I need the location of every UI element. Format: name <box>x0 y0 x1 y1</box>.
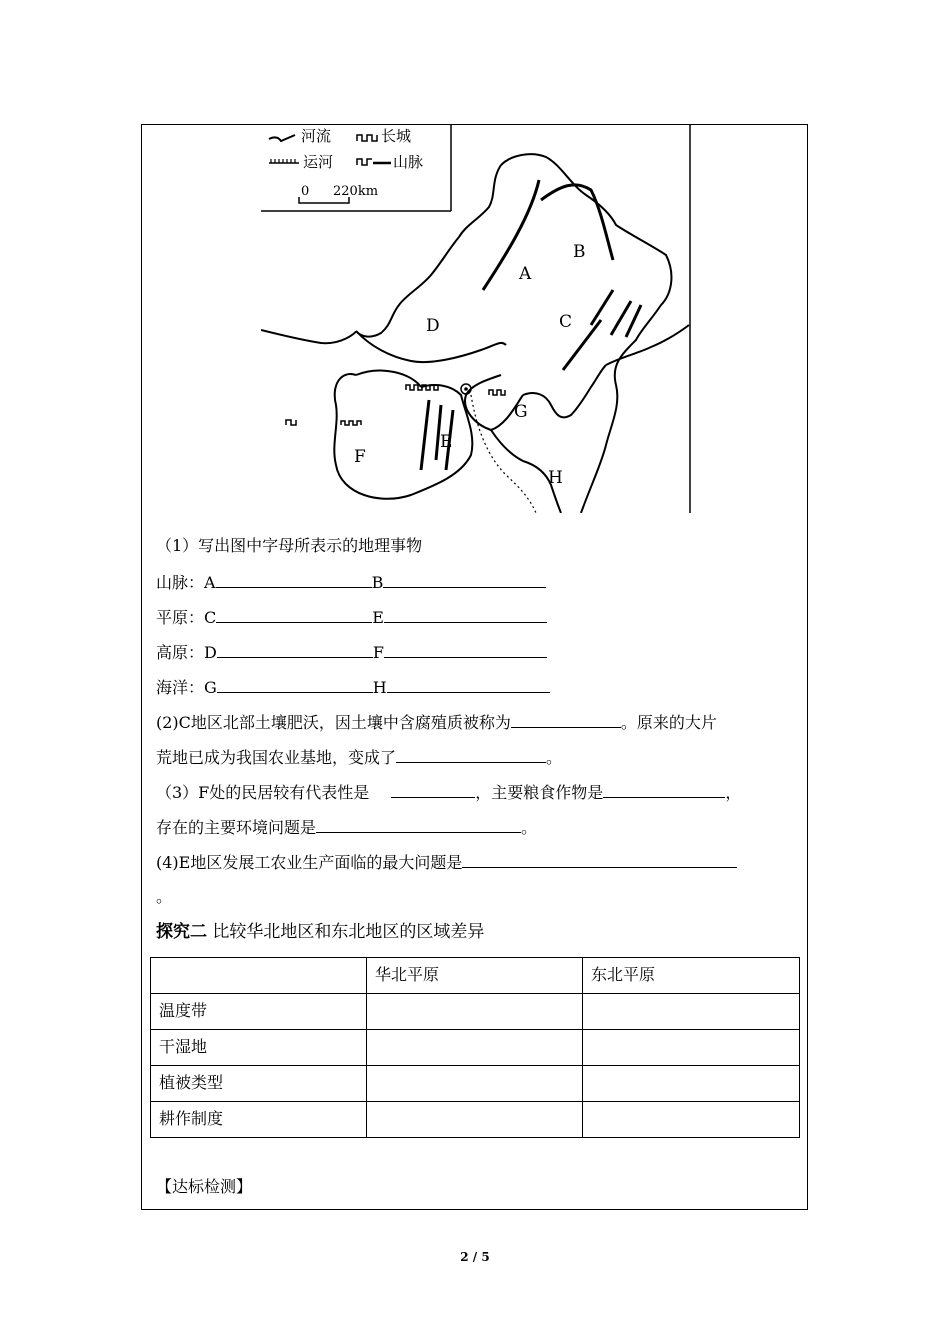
northeast-china-map <box>261 125 691 513</box>
q4-line2: 。 <box>156 887 173 906</box>
q3-line2: 存在的主要环境问题是 。 <box>156 818 538 837</box>
row-label: 温度带 <box>151 994 367 1030</box>
label-B: B <box>573 242 586 262</box>
row-label: 耕作制度 <box>151 1102 367 1138</box>
scale-value: 220km <box>333 184 379 199</box>
answer-blank-q2b[interactable] <box>396 746 546 763</box>
q3-line1: （3）F处的民居较有代表性是 ，主要粮食作物是 ， <box>156 783 742 802</box>
worksheet-frame <box>141 124 808 1210</box>
table-cell[interactable] <box>583 1066 800 1102</box>
scale-zero: 0 <box>301 184 310 199</box>
answer-blank-q4[interactable] <box>462 851 737 868</box>
answer-blank-q3c[interactable] <box>316 816 521 833</box>
legend-mountain: 山脉 <box>393 153 424 171</box>
label-H: H <box>548 468 563 488</box>
table-cell[interactable] <box>367 1030 583 1066</box>
answer-blank-C[interactable] <box>216 606 372 623</box>
table-row <box>151 1030 800 1066</box>
q1-row-mountains: 山脉：A B <box>156 571 546 593</box>
q1-row-plateaus: 高原：D F <box>156 641 547 663</box>
legend-great-wall: 长城 <box>381 127 412 145</box>
q2-line1: (2)C地区北部土壤肥沃，因土壤中含腐殖质被称为 。原来的大片 <box>156 713 717 732</box>
q2-line2: 荒地已成为我国农业基地，变成了 。 <box>156 748 563 767</box>
label-C: C <box>559 312 573 332</box>
q1-row-seas: 海洋：G H <box>156 676 550 698</box>
row-label: 干湿地 <box>151 1030 367 1066</box>
answer-blank-q3b[interactable] <box>603 781 725 798</box>
table-header-cell: 华北平原 <box>367 958 583 994</box>
legend-river: 河流 <box>301 127 332 145</box>
table-header-cell <box>151 958 367 994</box>
comparison-table <box>150 957 800 1138</box>
table-cell[interactable] <box>583 1102 800 1138</box>
table-cell[interactable] <box>583 1030 800 1066</box>
label-F: F <box>354 447 366 467</box>
label-D: D <box>426 316 440 336</box>
answer-blank-A[interactable] <box>216 571 372 588</box>
legend-canal: 运河 <box>303 153 334 171</box>
table-cell[interactable] <box>367 994 583 1030</box>
table-header-row <box>151 958 800 994</box>
answer-blank-F[interactable] <box>384 641 547 658</box>
answer-blank-E[interactable] <box>384 606 547 623</box>
label-A: A <box>519 264 532 284</box>
label-E: E <box>440 432 453 452</box>
answer-blank-q2a[interactable] <box>511 711 621 728</box>
answer-blank-D[interactable] <box>217 641 373 658</box>
answer-blank-G[interactable] <box>217 676 373 693</box>
answer-blank-B[interactable] <box>383 571 546 588</box>
canal-legend-icon <box>271 159 295 163</box>
answer-blank-H[interactable] <box>387 676 550 693</box>
table-header-cell: 东北平原 <box>583 958 800 994</box>
table-cell[interactable] <box>367 1102 583 1138</box>
check-section-title: 【达标检测】 <box>156 1177 253 1196</box>
table-row <box>151 1102 800 1138</box>
label-G: G <box>514 402 528 422</box>
table-row <box>151 1066 800 1102</box>
page-number: 2 / 5 <box>460 1250 490 1264</box>
section2-heading: 探究二 比较华北地区和东北地区的区域差异 <box>156 922 485 942</box>
answer-blank-q3a[interactable] <box>391 781 475 798</box>
table-cell[interactable] <box>583 994 800 1030</box>
q1-title: （1）写出图中字母所表示的地理事物 <box>156 536 423 555</box>
q4-line1: (4)E地区发展工农业生产面临的最大问题是 <box>156 851 737 873</box>
table-row <box>151 994 800 1030</box>
q1-row-plains: 平原：C E <box>156 606 547 628</box>
table-cell[interactable] <box>367 1066 583 1102</box>
row-label: 植被类型 <box>151 1066 367 1102</box>
